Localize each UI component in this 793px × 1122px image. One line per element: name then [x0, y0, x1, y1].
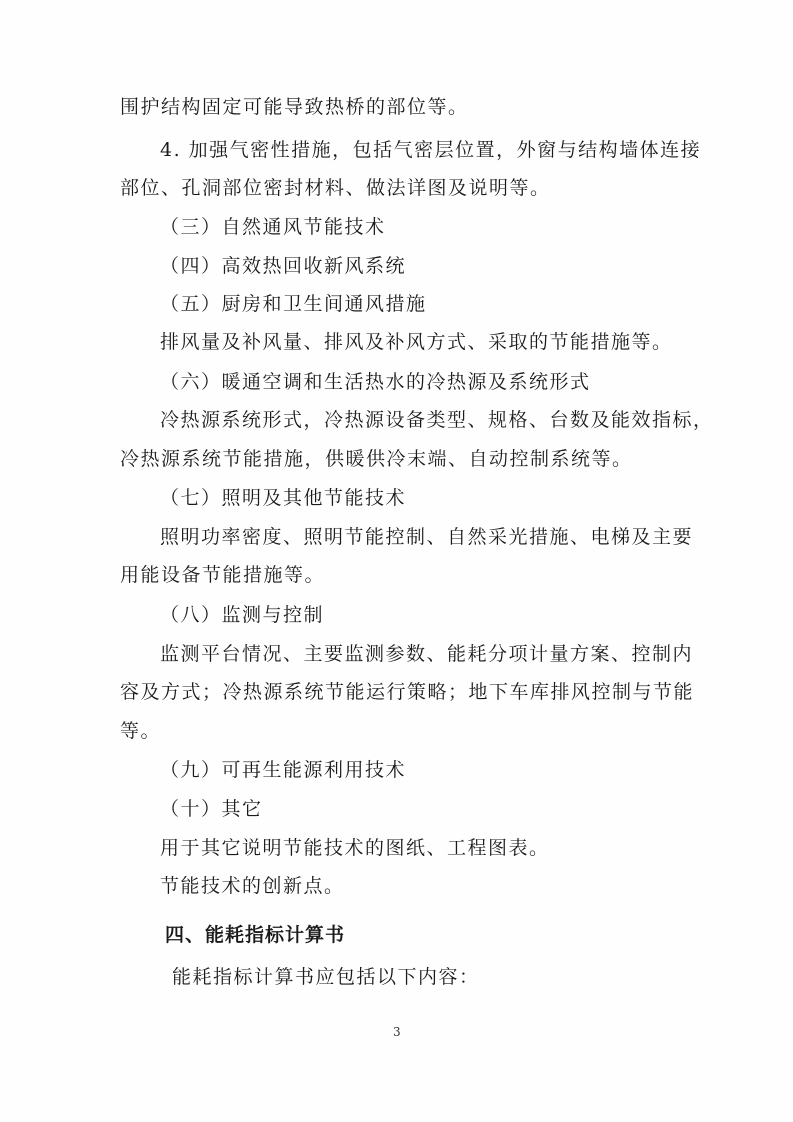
body-text-line: 围护结构固定可能导致热桥的部位等。: [120, 96, 469, 118]
chapter-heading: 四、能耗指标计算书: [165, 924, 346, 946]
body-text-line: 排风量及补风量、排风及补风方式、采取的节能措施等。: [160, 331, 673, 353]
body-text-line: 部位、孔洞部位密封材料、做法详图及说明等。: [120, 177, 551, 199]
body-text-line: 照明功率密度、照明节能控制、自然采光措施、电梯及主要: [160, 526, 694, 548]
numbered-item: 4. 加强气密性措施，包括气密层位置，外窗与结构墙体连接: [160, 139, 702, 161]
body-text-line: 监测平台情况、主要监测参数、能耗分项计量方案、控制内: [160, 643, 694, 665]
body-text-line: 用于其它说明节能技术的图纸、工程图表。: [160, 837, 550, 859]
body-text-line: 冷热源系统形式，冷热源设备类型、规格、台数及能效指标，: [160, 409, 714, 431]
page-number: 3: [393, 1025, 401, 1039]
body-text-line: 容及方式；冷热源系统节能运行策略；地下车库排风控制与节能: [120, 681, 695, 703]
section-heading: （三）自然通风节能技术: [160, 216, 386, 238]
section-heading: （四）高效热回收新风系统: [160, 255, 407, 277]
section-heading: （九）可再生能源利用技术: [160, 759, 407, 781]
section-heading: （七）照明及其他节能技术: [160, 487, 407, 509]
section-heading: （十）其它: [160, 798, 263, 820]
body-text-line: 用能设备节能措施等。: [120, 564, 326, 586]
body-text-line: 冷热源系统节能措施，供暖供冷末端、自动控制系统等。: [120, 448, 633, 470]
section-heading: （六）暖通空调和生活热水的冷热源及系统形式: [160, 371, 591, 393]
section-heading: （八）监测与控制: [160, 604, 325, 626]
section-heading: （五）厨房和卫生间通风措施: [160, 293, 427, 315]
body-text-line: 能耗指标计算书应包括以下内容：: [172, 966, 480, 988]
body-text-line: 等。: [120, 720, 162, 742]
body-text-line: 节能技术的创新点。: [160, 875, 345, 897]
